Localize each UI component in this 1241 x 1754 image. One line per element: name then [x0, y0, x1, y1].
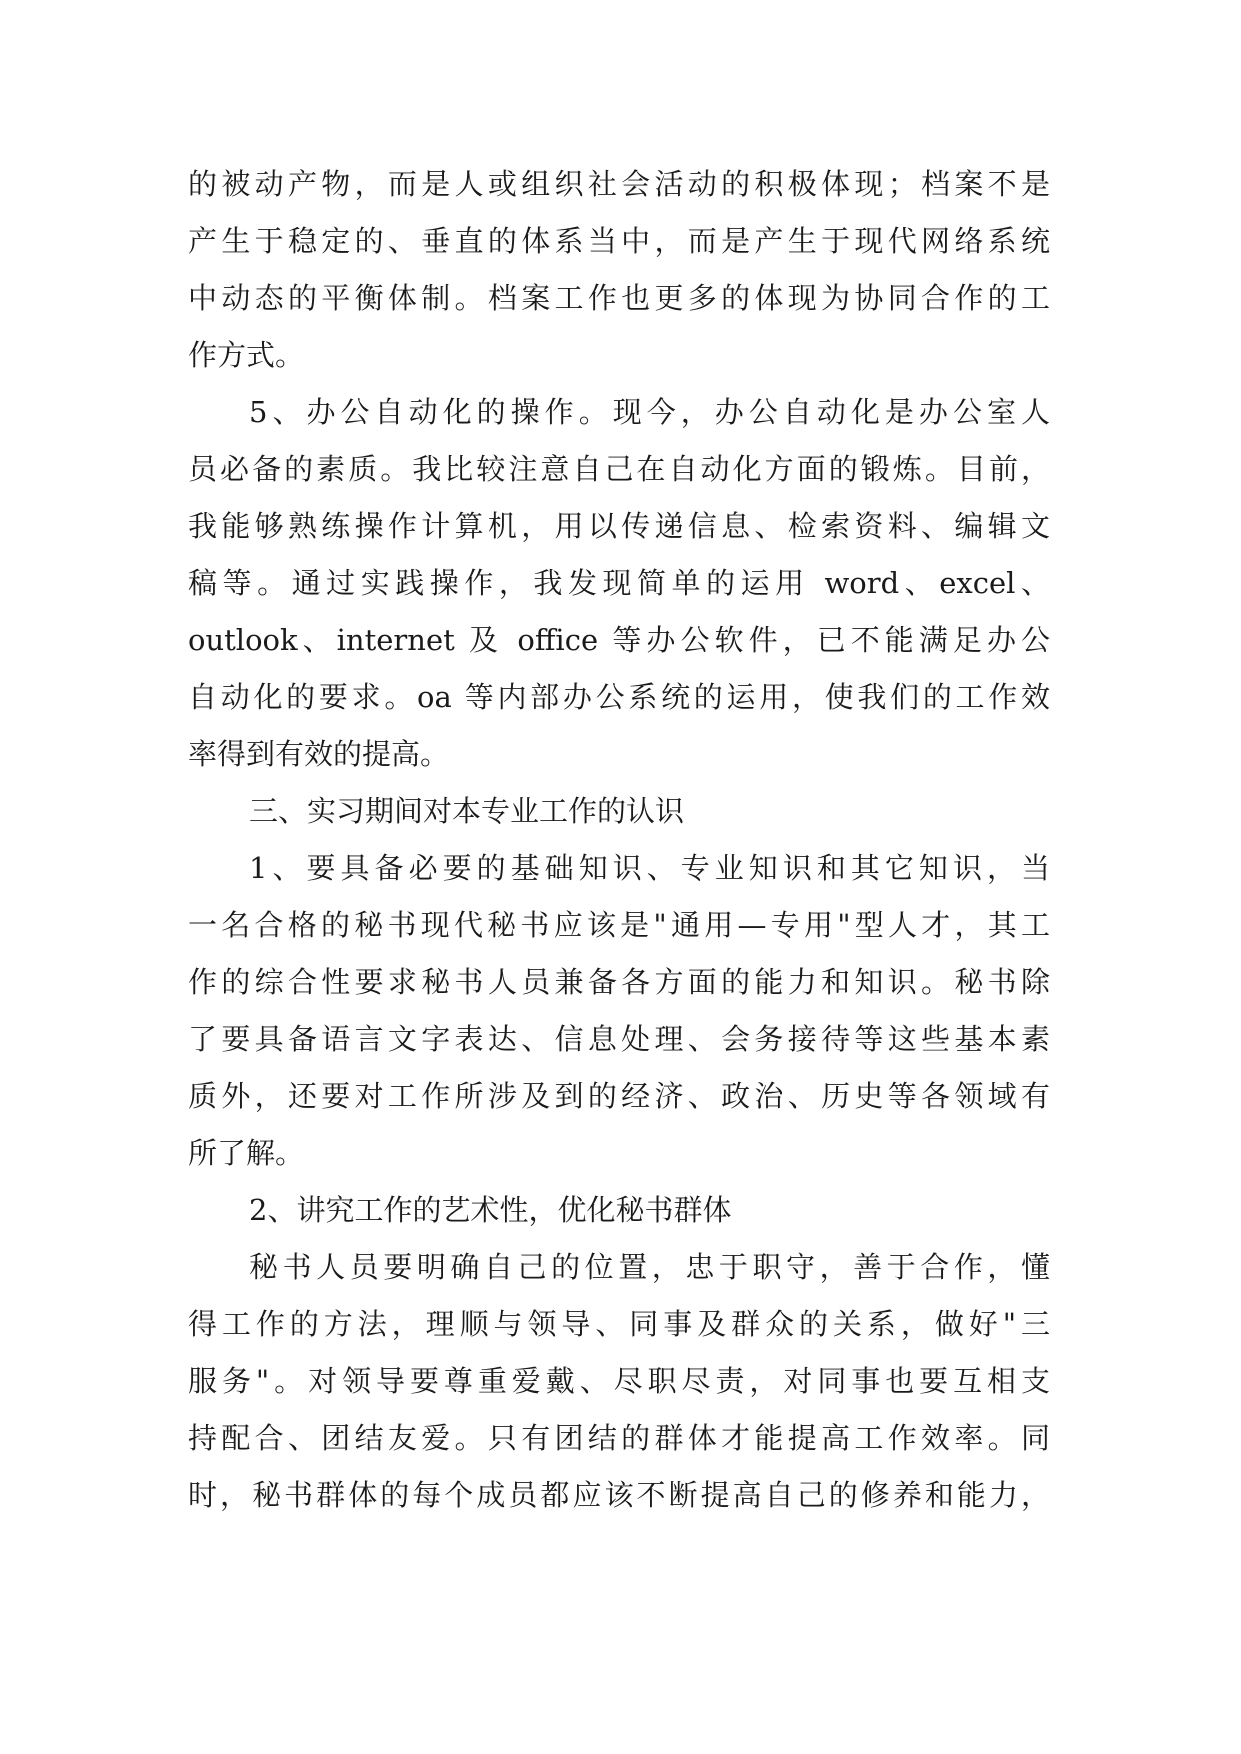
text-line: 时，秘书群体的每个成员都应该不断提高自己的修养和能力， — [188, 1478, 1050, 1512]
text-line: 率得到有效的提高。 — [188, 737, 450, 771]
text-line: 服务"。对领导要尊重爱戴、尽职尽责，对同事也要互相支 — [188, 1364, 1050, 1398]
text-line: 产生于稳定的、垂直的体系当中，而是产生于现代网络系统 — [188, 224, 1050, 258]
text-line: 了要具备语言文字表达、信息处理、会务接待等这些基本素 — [188, 1022, 1050, 1056]
text-line: 自动化的要求。oa 等内部办公系统的运用，使我们的工作效 — [188, 680, 1050, 714]
text-line: 中动态的平衡体制。档案工作也更多的体现为协同合作的工 — [188, 281, 1050, 315]
text-line: 所了解。 — [188, 1136, 305, 1170]
text-line: 5、办公自动化的操作。现今，办公自动化是办公室人 — [249, 395, 1050, 429]
text-line: 质外，还要对工作所涉及到的经济、政治、历史等各领域有 — [188, 1079, 1050, 1113]
text-line: 1、要具备必要的基础知识、专业知识和其它知识，当 — [249, 851, 1050, 885]
document-body — [188, 156, 1050, 1524]
text-line: 一名合格的秘书现代秘书应该是"通用—专用"型人才，其工 — [188, 908, 1050, 942]
text-line: 稿等。通过实践操作，我发现简单的运用 word、excel、 — [188, 566, 1050, 600]
text-line: 员必备的素质。我比较注意自己在自动化方面的锻炼。目前， — [188, 452, 1050, 486]
text-line: 的被动产物，而是人或组织社会活动的积极体现；档案不是 — [188, 167, 1050, 201]
text-line: 我能够熟练操作计算机，用以传递信息、检索资料、编辑文 — [188, 509, 1050, 543]
text-line: 作方式。 — [188, 338, 305, 372]
subsection-heading: 2、讲究工作的艺术性，优化秘书群体 — [249, 1193, 732, 1227]
text-line: 作的综合性要求秘书人员兼备各方面的能力和知识。秘书除 — [188, 965, 1050, 999]
section-heading: 三、实习期间对本专业工作的认识 — [249, 794, 685, 828]
text-line: 秘书人员要明确自己的位置，忠于职守，善于合作，懂 — [249, 1250, 1050, 1284]
text-line: 持配合、团结友爱。只有团结的群体才能提高工作效率。同 — [188, 1421, 1050, 1455]
text-line: 得工作的方法，理顺与领导、同事及群众的关系，做好"三 — [188, 1307, 1050, 1341]
text-line: outlook、internet 及 office 等办公软件，已不能满足办公 — [188, 623, 1050, 657]
